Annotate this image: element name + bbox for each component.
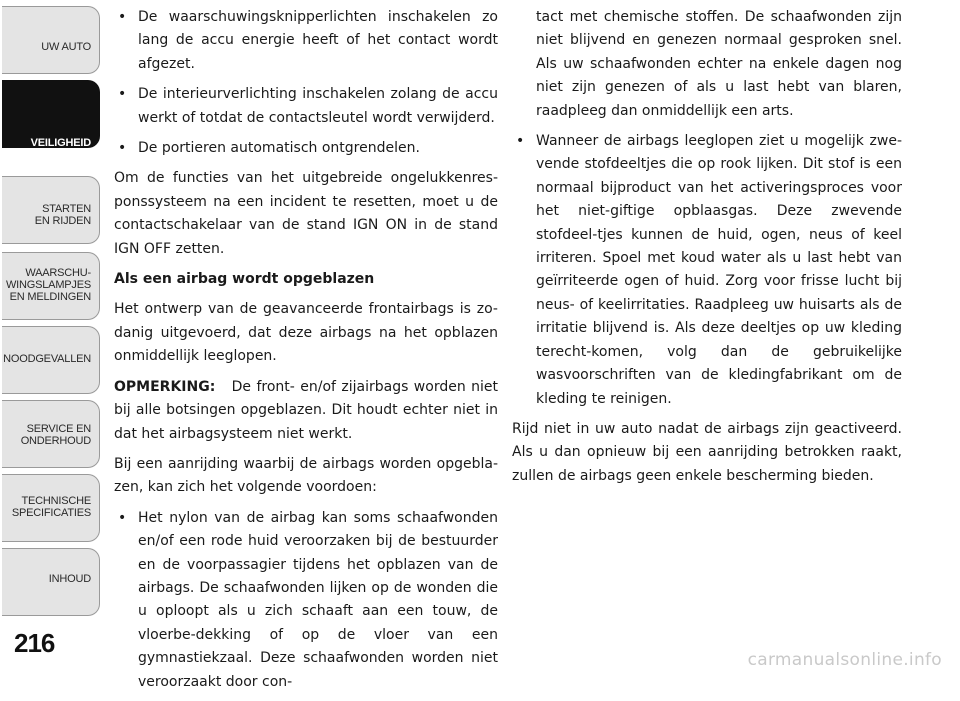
chapter-sidebar <box>0 0 102 640</box>
section-heading: Als een airbag wordt opgeblazen <box>114 271 375 288</box>
paragraph: Bij een aanrijding waarbij de airbags worden opgebla-zen, kan zich het volgende voordoen: <box>114 455 498 496</box>
list-item: • Wanneer de airbags leeglopen ziet u mogelijk zwe-vende stofdeeltjes die op rook lijken. Dit stof is een normaal bijproduct van het activeringsproces voor het niet-giftige opblaasgas. Deze zwevende stofdeel-tjes kunnen de huid, ogen, neus of keel irriteren. Spoel met koud water als u last hebt van geïrriteerde ogen of huid. Zorg voor frisse lucht bij neus- of keelirritaties. Raadpleeg uw huisarts als de irritatie blijvend is. Als deze deeltjes op uw kleding terecht-komen, volg dan de gebruikelijke wasvoorschriften van de kledingfabrikant om de kleding te reinigen. <box>512 130 902 411</box>
tab-noodgevallen[interactable] <box>2 326 100 394</box>
tab-label: STARTEN EN RIJDEN <box>34 203 91 227</box>
paragraph: Het ontwerp van de geavanceerde frontairbags is zo-danig uitgevoerd, dat deze airbags na het opblazen onmiddellijk leeglopen. <box>114 301 498 365</box>
tab-technische-specificaties[interactable] <box>2 474 100 542</box>
list-item-continuation: tact met chemische stoffen. De schaafwonden zijn niet blijvend en genezen normaal gesproken snel. Als uw schaafwonden echter na enkele dagen nog niet zijn genezen of als u last hebt van blaren, raadpleeg dan onmiddellijk een arts. <box>536 9 902 119</box>
tab-waarschuwingslampjes[interactable] <box>2 252 100 320</box>
tab-veiligheid[interactable] <box>2 80 100 148</box>
list-item: • De waarschuwingsknipperlichten inschakelen zo lang de accu energie heeft of het contact wordt afgezet. <box>114 6 498 76</box>
tab-label: WAARSCHU- WINGSLAMPJES EN MELDINGEN <box>5 267 91 303</box>
tab-service-en-onderhoud[interactable] <box>2 400 100 468</box>
page-number: 216 <box>14 628 55 658</box>
watermark: carmanualsonline.info <box>747 650 942 670</box>
tab-label: NOODGEVALLEN <box>3 353 91 365</box>
list-item: • De interieurverlichting inschakelen zolang de accu werkt of totdat de contactsleutel wordt verwijderd. <box>114 83 498 130</box>
note-text: De front- en/of zijairbags worden niet bij alle botsingen opgeblazen. Dit houdt echter niet in dat het airbagsysteem niet werkt. <box>114 378 498 442</box>
tab-label: UW AUTO <box>41 41 91 53</box>
tab-label: TECHNISCHE SPECIFICATIES <box>11 495 91 519</box>
list-item: • De portieren automatisch ontgrendelen. <box>114 137 498 160</box>
left-text-column <box>114 6 498 701</box>
right-text-column <box>512 6 902 495</box>
paragraph: Om de functies van het uitgebreide ongelukkenres-ponssysteem na een incident te resetten, moet u de contactschakelaar van de stand IGN ON in de stand IGN OFF zetten. <box>114 170 498 257</box>
note-paragraph <box>114 376 498 446</box>
tab-label: VEILIGHEID <box>30 137 91 149</box>
tab-label: INHOUD <box>48 573 91 585</box>
tab-inhoud[interactable] <box>2 548 100 616</box>
note-label: OPMERKING: <box>114 378 216 395</box>
tab-label: SERVICE EN ONDERHOUD <box>20 423 91 447</box>
tab-uw-auto[interactable] <box>2 6 100 74</box>
tab-starten-en-rijden[interactable] <box>2 176 100 244</box>
paragraph: Rijd niet in uw auto nadat de airbags zijn geactiveerd. Als u dan opnieuw bij een aanrijding betrokken raakt, zullen de airbags geen enkele bescherming bieden. <box>512 420 902 484</box>
list-item: • Het nylon van de airbag kan soms schaafwonden en/of een rode huid veroorzaken bij de bestuurder en de voorpassagier tijdens het opblazen van de airbags. De schaafwonden lijken op de wonden die u oploopt als u zich schaaft aan een touw, de vloerbe-dekking of op de vloer van een gymnastiekzaal. Deze schaafwonden worden niet veroorzaakt door con- <box>114 507 498 694</box>
